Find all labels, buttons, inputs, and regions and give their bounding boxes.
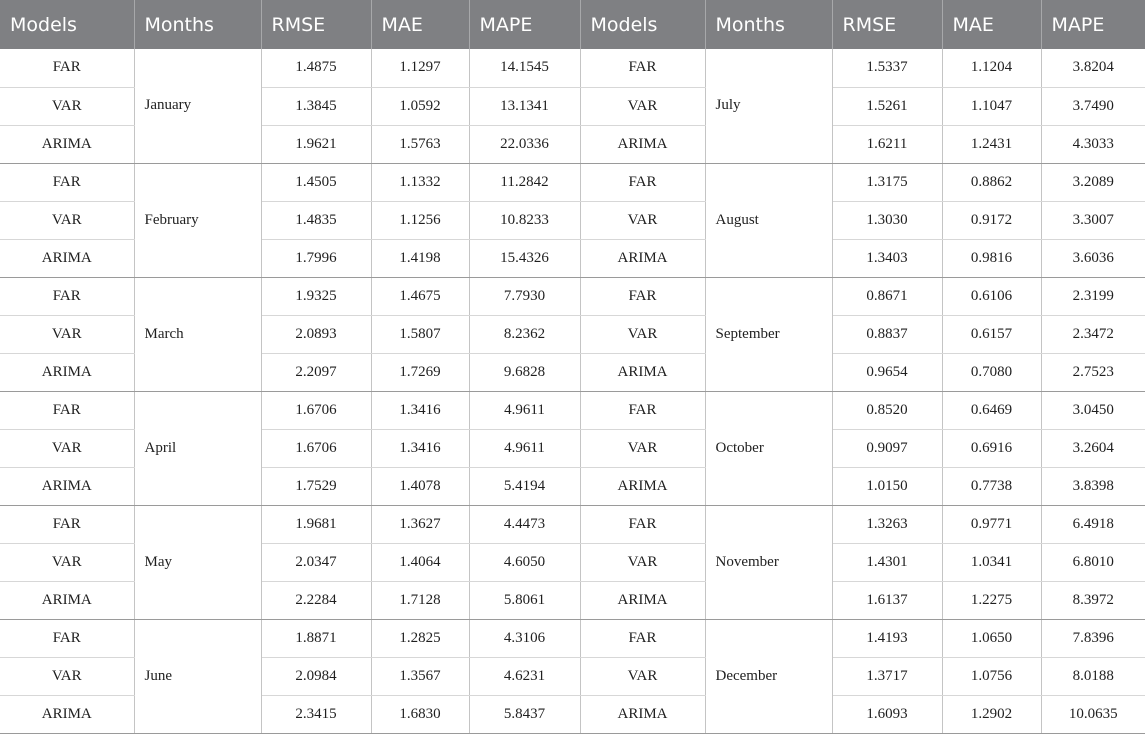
cell-mape-right: 10.0635 [1041,695,1145,733]
cell-model-right: FAR [580,49,705,87]
header-models-left: Models [0,0,134,49]
cell-mape-right: 3.7490 [1041,87,1145,125]
cell-month-left: May [134,505,261,619]
cell-rmse-left: 2.2097 [261,353,371,391]
cell-model-right: ARIMA [580,695,705,733]
cell-mae-right: 1.0756 [942,657,1041,695]
cell-mae-left: 1.5763 [371,125,469,163]
cell-mape-right: 3.2089 [1041,163,1145,201]
header-row [0,0,1145,49]
cell-mae-left: 1.3416 [371,391,469,429]
cell-model-left: ARIMA [0,239,134,277]
cell-rmse-right: 1.5337 [832,49,942,87]
cell-model-right: VAR [580,201,705,239]
cell-model-right: FAR [580,391,705,429]
cell-mape-right: 4.3033 [1041,125,1145,163]
cell-model-left: ARIMA [0,353,134,391]
cell-mape-right: 3.3007 [1041,201,1145,239]
cell-month-right: July [705,49,832,163]
cell-mae-right: 0.9816 [942,239,1041,277]
cell-rmse-left: 1.9621 [261,125,371,163]
cell-rmse-left: 2.3415 [261,695,371,733]
cell-mae-left: 1.3416 [371,429,469,467]
cell-model-left: VAR [0,543,134,581]
header-models-right: Models [580,0,705,49]
cell-mape-right: 3.0450 [1041,391,1145,429]
cell-mape-right: 7.8396 [1041,619,1145,657]
cell-mape-left: 8.2362 [469,315,580,353]
cell-mape-right: 6.8010 [1041,543,1145,581]
cell-model-left: FAR [0,163,134,201]
cell-rmse-left: 1.7529 [261,467,371,505]
cell-mape-left: 10.8233 [469,201,580,239]
header-mae-left: MAE [371,0,469,49]
cell-mae-right: 0.9771 [942,505,1041,543]
cell-model-left: FAR [0,391,134,429]
cell-mae-right: 1.0650 [942,619,1041,657]
cell-mae-right: 1.1047 [942,87,1041,125]
cell-mape-left: 5.8437 [469,695,580,733]
cell-model-left: VAR [0,201,134,239]
cell-model-right: ARIMA [580,467,705,505]
cell-rmse-left: 1.7996 [261,239,371,277]
cell-mape-right: 8.0188 [1041,657,1145,695]
cell-model-right: VAR [580,429,705,467]
cell-model-right: FAR [580,619,705,657]
cell-model-left: VAR [0,429,134,467]
cell-mae-right: 0.7738 [942,467,1041,505]
cell-mae-left: 1.0592 [371,87,469,125]
cell-month-left: February [134,163,261,277]
cell-mape-right: 3.2604 [1041,429,1145,467]
cell-mae-left: 1.2825 [371,619,469,657]
cell-month-right: November [705,505,832,619]
table-row [0,49,1145,87]
cell-model-left: ARIMA [0,581,134,619]
cell-rmse-left: 1.4505 [261,163,371,201]
cell-mae-right: 1.2902 [942,695,1041,733]
cell-rmse-left: 1.6706 [261,391,371,429]
header-months-right: Months [705,0,832,49]
cell-mape-right: 6.4918 [1041,505,1145,543]
cell-model-right: FAR [580,163,705,201]
header-rmse-right: RMSE [832,0,942,49]
cell-mae-left: 1.1297 [371,49,469,87]
cell-mape-right: 2.7523 [1041,353,1145,391]
cell-mae-right: 1.1204 [942,49,1041,87]
cell-rmse-right: 1.4301 [832,543,942,581]
cell-rmse-right: 1.3263 [832,505,942,543]
cell-mape-left: 4.9611 [469,391,580,429]
cell-mape-left: 7.7930 [469,277,580,315]
cell-mape-left: 4.4473 [469,505,580,543]
cell-model-right: FAR [580,505,705,543]
header-rmse-left: RMSE [261,0,371,49]
cell-rmse-left: 1.8871 [261,619,371,657]
cell-mae-left: 1.6830 [371,695,469,733]
cell-rmse-right: 0.8671 [832,277,942,315]
cell-month-left: March [134,277,261,391]
cell-model-right: VAR [580,543,705,581]
cell-rmse-left: 1.6706 [261,429,371,467]
cell-mae-right: 1.0341 [942,543,1041,581]
cell-mape-left: 4.6050 [469,543,580,581]
cell-model-left: FAR [0,277,134,315]
cell-mae-right: 0.6157 [942,315,1041,353]
cell-rmse-right: 0.8520 [832,391,942,429]
header-mape-right: MAPE [1041,0,1145,49]
cell-mae-left: 1.5807 [371,315,469,353]
cell-rmse-right: 1.5261 [832,87,942,125]
cell-mape-right: 8.3972 [1041,581,1145,619]
cell-mae-left: 1.4198 [371,239,469,277]
cell-mape-right: 3.8398 [1041,467,1145,505]
cell-mae-left: 1.4064 [371,543,469,581]
cell-rmse-left: 2.2284 [261,581,371,619]
cell-model-left: FAR [0,619,134,657]
cell-model-left: ARIMA [0,467,134,505]
cell-mae-left: 1.3627 [371,505,469,543]
cell-mae-left: 1.4078 [371,467,469,505]
header-mae-right: MAE [942,0,1041,49]
cell-model-right: ARIMA [580,125,705,163]
cell-model-right: VAR [580,657,705,695]
header-months-left: Months [134,0,261,49]
cell-rmse-right: 1.3717 [832,657,942,695]
cell-mape-left: 4.3106 [469,619,580,657]
cell-mape-left: 15.4326 [469,239,580,277]
cell-month-right: September [705,277,832,391]
cell-mae-right: 0.6106 [942,277,1041,315]
cell-mae-left: 1.4675 [371,277,469,315]
cell-model-left: VAR [0,657,134,695]
cell-rmse-right: 1.6211 [832,125,942,163]
cell-mae-right: 1.2275 [942,581,1041,619]
cell-model-left: ARIMA [0,125,134,163]
cell-rmse-right: 0.8837 [832,315,942,353]
cell-mape-right: 2.3472 [1041,315,1145,353]
cell-month-right: October [705,391,832,505]
table-row [0,277,1145,315]
cell-month-left: April [134,391,261,505]
cell-mape-right: 2.3199 [1041,277,1145,315]
cell-mae-right: 0.6916 [942,429,1041,467]
cell-model-left: FAR [0,505,134,543]
cell-mape-left: 14.1545 [469,49,580,87]
cell-mape-left: 11.2842 [469,163,580,201]
cell-month-left: June [134,619,261,733]
cell-mape-left: 5.8061 [469,581,580,619]
cell-mape-left: 22.0336 [469,125,580,163]
cell-rmse-left: 1.3845 [261,87,371,125]
cell-model-left: VAR [0,315,134,353]
cell-mae-right: 0.9172 [942,201,1041,239]
cell-model-right: FAR [580,277,705,315]
cell-mae-right: 0.7080 [942,353,1041,391]
cell-mae-right: 0.8862 [942,163,1041,201]
cell-rmse-left: 1.4875 [261,49,371,87]
cell-rmse-right: 1.6137 [832,581,942,619]
cell-rmse-right: 0.9654 [832,353,942,391]
cell-rmse-right: 1.3175 [832,163,942,201]
cell-rmse-right: 1.6093 [832,695,942,733]
cell-mae-left: 1.1332 [371,163,469,201]
cell-month-left: January [134,49,261,163]
cell-model-left: FAR [0,49,134,87]
table-row [0,505,1145,543]
cell-rmse-left: 2.0984 [261,657,371,695]
cell-rmse-right: 1.3403 [832,239,942,277]
cell-mape-left: 5.4194 [469,467,580,505]
cell-rmse-right: 1.4193 [832,619,942,657]
cell-mape-left: 4.6231 [469,657,580,695]
table-row [0,163,1145,201]
cell-month-right: August [705,163,832,277]
cell-rmse-right: 1.3030 [832,201,942,239]
cell-model-left: ARIMA [0,695,134,733]
cell-mape-right: 3.8204 [1041,49,1145,87]
cell-model-right: ARIMA [580,239,705,277]
cell-rmse-left: 1.9681 [261,505,371,543]
cell-mape-left: 13.1341 [469,87,580,125]
header-mape-left: MAPE [469,0,580,49]
cell-rmse-right: 0.9097 [832,429,942,467]
cell-mae-left: 1.1256 [371,201,469,239]
cell-mape-right: 3.6036 [1041,239,1145,277]
cell-model-right: ARIMA [580,353,705,391]
cell-mape-left: 9.6828 [469,353,580,391]
cell-mae-left: 1.7269 [371,353,469,391]
table-row [0,619,1145,657]
cell-model-right: VAR [580,315,705,353]
table-row [0,391,1145,429]
cell-mae-right: 0.6469 [942,391,1041,429]
cell-rmse-left: 2.0347 [261,543,371,581]
cell-mae-right: 1.2431 [942,125,1041,163]
cell-model-right: ARIMA [580,581,705,619]
cell-mae-left: 1.7128 [371,581,469,619]
cell-mape-left: 4.9611 [469,429,580,467]
cell-rmse-right: 1.0150 [832,467,942,505]
cell-rmse-left: 2.0893 [261,315,371,353]
cell-model-right: VAR [580,87,705,125]
cell-rmse-left: 1.9325 [261,277,371,315]
cell-mae-left: 1.3567 [371,657,469,695]
cell-model-left: VAR [0,87,134,125]
cell-rmse-left: 1.4835 [261,201,371,239]
cell-month-right: December [705,619,832,733]
